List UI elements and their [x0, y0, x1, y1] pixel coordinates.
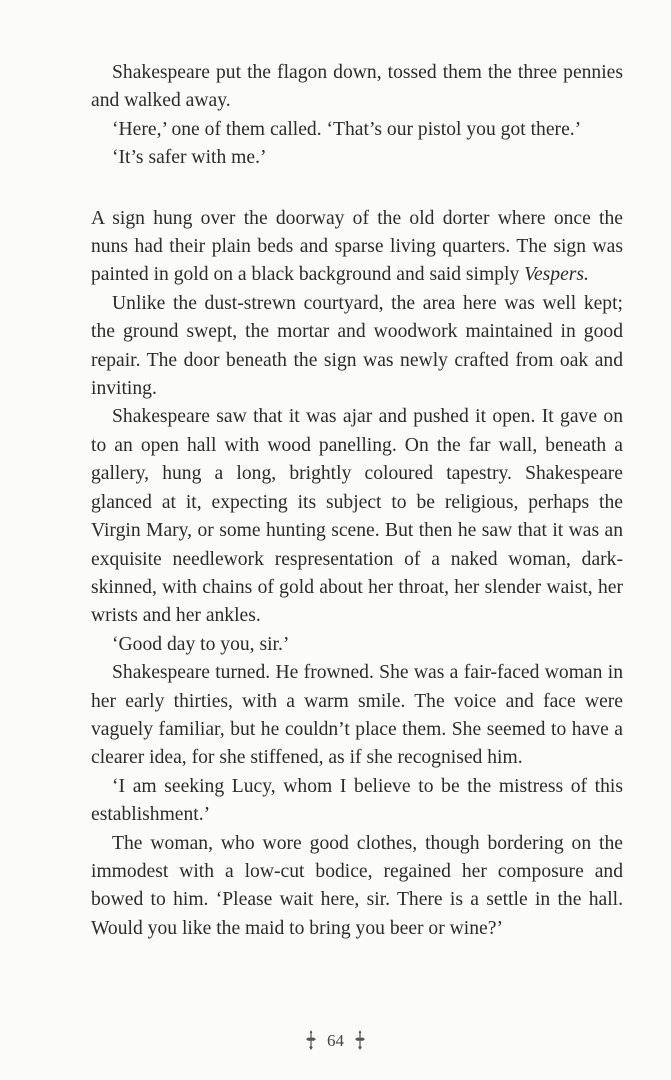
cross-ornament-icon	[355, 1030, 365, 1050]
page-body	[91, 59, 623, 943]
paragraph: Shakespeare saw that it was ajar and pushed it open. It gave on to an open hall with wood panelling. On the far wall, beneath a gallery, hung a long, brightly coloured tapestry. Shakespeare glanced at it, expecting its subject to be religious, perhaps the Virgin Mary, or some hunting scene. But then he saw that it was an exquisite needlework respresentation of a naked woman, dark-skinned, with chains of gold about her throat, her slender waist, her wrists and her ankles.	[91, 406, 623, 627]
paragraph: Unlike the dust-strewn courtyard, the area here was well kept; the ground swept, the mortar and woodwork maintained in good repair. The door beneath the sign was newly crafted from oak and inviting.	[91, 292, 623, 400]
section-break	[91, 173, 623, 205]
page-number: 64	[327, 1031, 344, 1050]
paragraph: Shakespeare put the flagon down, tossed them the three pennies and walked away.	[91, 62, 623, 112]
paragraph: ‘It’s safer with me.’	[112, 147, 267, 169]
paragraph: Shakespeare turned. He frowned. She was a fair-faced woman in her early thirties, with a warm smile. The voice and face were vaguely familiar, but he couldn’t place them. She seemed to have a clearer idea, for she stiffened, as if she recognised him.	[91, 662, 623, 769]
paragraph: The woman, who wore good clothes, though bordering on the immodest with a low-cut bodice, regained her composure and bowed to him. ‘Please wait here, sir. There is a settle in the hall. Would you like the maid to bring you beer or wine?’	[91, 832, 623, 939]
paragraph-text: A sign hung over the doorway of the old dorter where once the nuns had their plain beds and sparse living quarters. The sign was painted in gold on a black background and said simply	[91, 207, 623, 286]
sign-name-italic: Vespers.	[524, 264, 589, 286]
paragraph: ‘I am seeking Lucy, whom I believe to be the mistress of this establishment.’	[91, 775, 623, 826]
paragraph: ‘Here,’ one of them called. ‘That’s our pistol you got there.’	[112, 118, 582, 140]
paragraph: ‘Good day to you, sir.’	[112, 633, 290, 655]
section-opening-paragraph	[91, 205, 623, 290]
page-footer	[0, 1030, 671, 1051]
cross-ornament-icon	[306, 1030, 316, 1050]
